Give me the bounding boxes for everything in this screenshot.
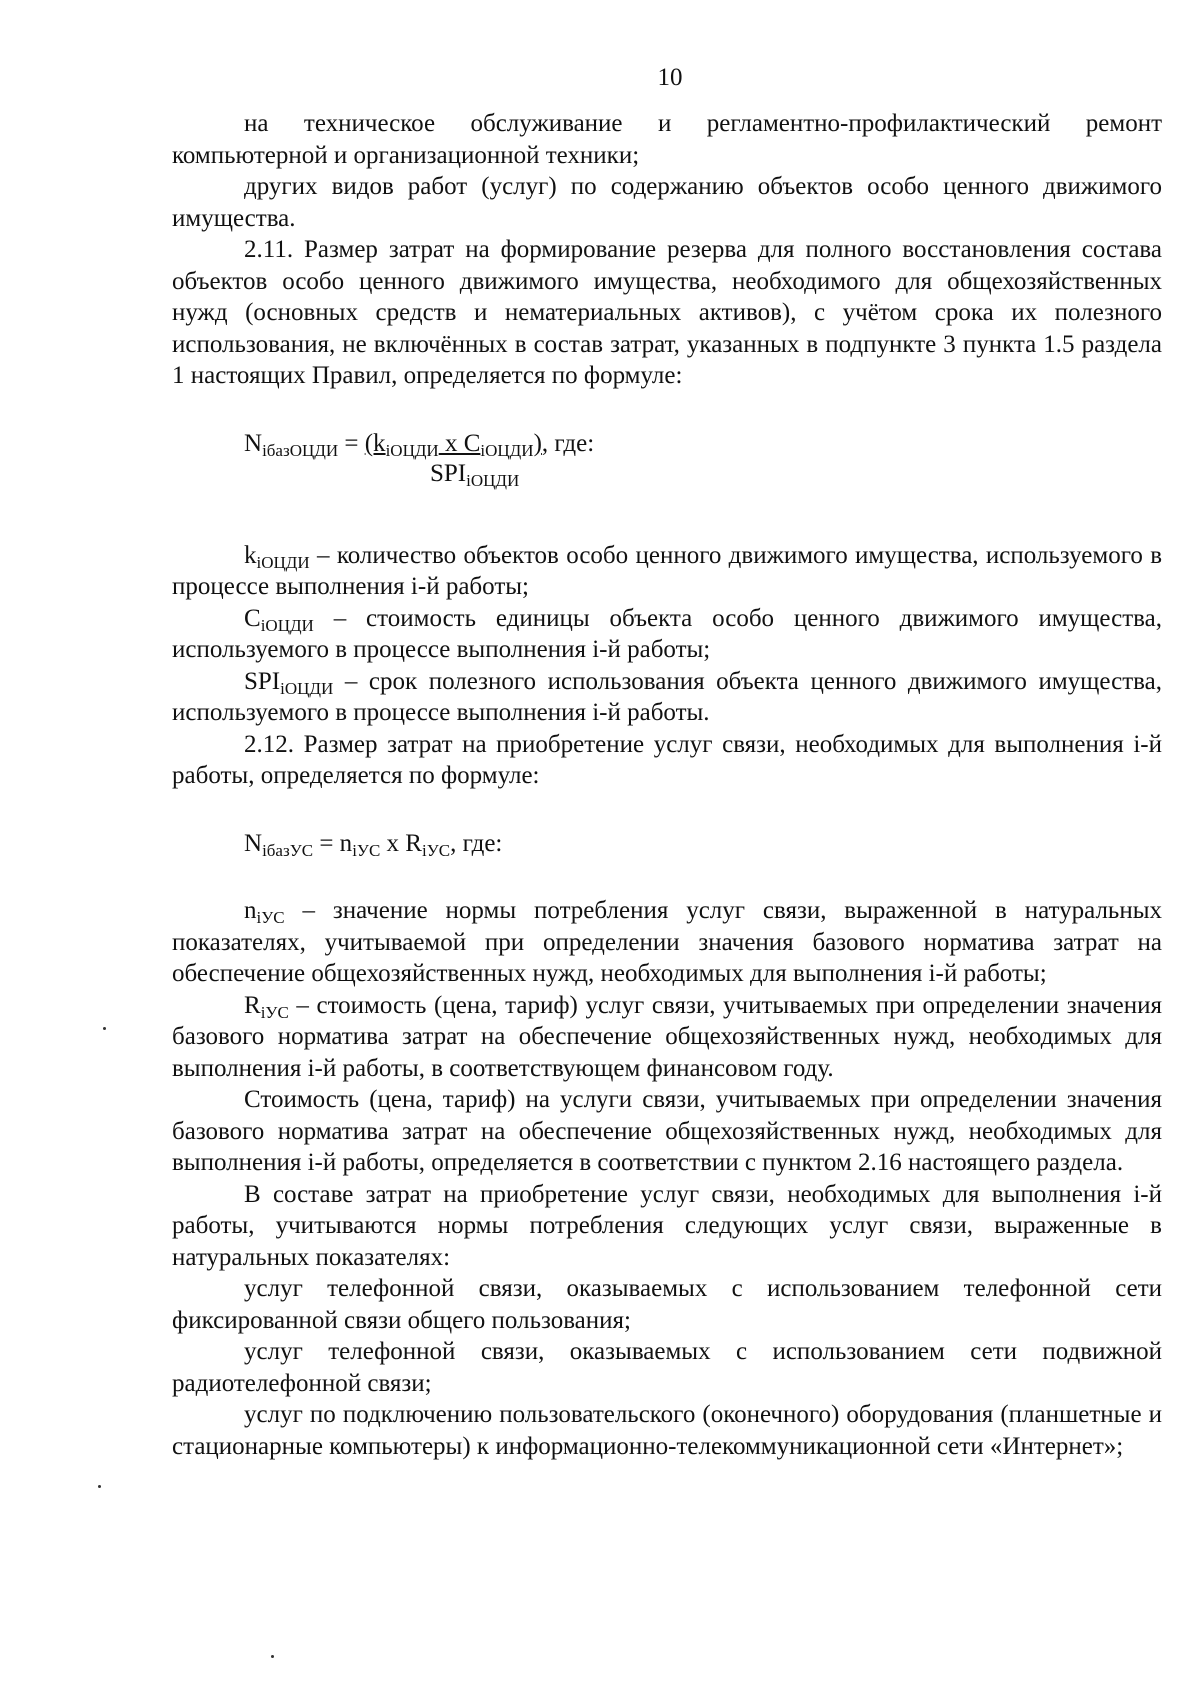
formula-subscript: iОЦДИ: [385, 440, 439, 460]
definition-text: – значение нормы потребления услуг связи, выраженной в натуральных показателях, учитываемой при определении значения базового норматива затрат на обеспечение общехозяйственных нужд, необходимых для выполнения i-й работы;: [172, 897, 1162, 987]
paragraph-composition: В составе затрат на приобретение услуг связи, необходимых для выполнения i-й работы, учитываются нормы потребления следующих услуг связи, выраженные в натуральных показателях:: [172, 1180, 1162, 1271]
formula-subscript: iбазОЦДИ: [262, 440, 339, 460]
formula-symbol: ): [533, 429, 542, 457]
definition-spi: [172, 666, 1162, 729]
paragraph-other-works: других видов работ (услуг) по содержанию объектов особо ценного движимого имущества.: [172, 173, 1162, 232]
formula-symbol: x C: [438, 429, 481, 457]
formula-subscript: iОЦДИ: [480, 440, 534, 460]
definition-text: – стоимость (цена, тариф) услуг связи, учитываемых при определении значения базового норматива затрат на обеспечение общехозяйственных нужд, необходимых для выполнения i-й работы, в соответствующем финансовом году.: [172, 991, 1162, 1082]
formula-equals: =: [338, 429, 365, 457]
term-symbol: C: [244, 604, 261, 632]
term-symbol: R: [244, 991, 261, 1019]
formula-symbol: (k: [364, 429, 386, 457]
definition-n: [172, 895, 1162, 990]
term-symbol: n: [244, 897, 257, 924]
paragraph-mobile-phone: услуг телефонной связи, оказываемых с использованием сети подвижной радиотелефонной связи;: [172, 1338, 1162, 1397]
formula-reserve: [172, 428, 1162, 498]
formula-communication: [172, 828, 1162, 860]
term-subscript: iОЦДИ: [280, 678, 334, 698]
formula-numerator: [364, 429, 542, 460]
scan-speck: [98, 1485, 101, 1488]
document-body: [172, 108, 1162, 1462]
formula-subscript: iУС: [421, 840, 451, 860]
term-symbol: k: [244, 541, 257, 569]
paragraph-fixed-phone: услуг телефонной связи, оказываемых с использованием телефонной сети фиксированной связи общего пользования;: [172, 1275, 1162, 1334]
formula-symbol: SPI: [430, 459, 467, 487]
term-subscript: iОЦДИ: [260, 615, 314, 635]
formula-subscript: iбазУС: [262, 840, 314, 860]
paragraph-2-12: 2.12. Размер затрат на приобретение услуг связи, необходимых для выполнения i-й работы, определяется по формуле:: [172, 730, 1162, 789]
term-symbol: SPI: [244, 667, 281, 695]
paragraph-cost: Стоимость (цена, тариф) на услуги связи, учитываемых при определении значения базового норматива затрат на обеспечение общехозяйственных нужд, необходимых для выполнения i-й работы, определяется в соответствии с пунктом 2.16 настоящего раздела.: [172, 1086, 1162, 1176]
formula-reserve-numerator-line: [244, 428, 594, 460]
paragraph-maintenance: на техническое обслуживание и регламентно-профилактический ремонт компьютерной и организационной техники;: [172, 110, 1162, 169]
formula-symbol: N: [244, 429, 263, 457]
formula-subscript: iОЦДИ: [466, 470, 520, 490]
definition-text: – срок полезного использования объекта ценного движимого имущества, используемого в процессе выполнения i-й работы.: [172, 667, 1162, 726]
formula-tail: , где:: [541, 429, 595, 457]
scan-speck: [103, 1027, 106, 1030]
term-subscript: iОЦДИ: [256, 552, 310, 572]
formula-subscript: iУС: [352, 840, 381, 860]
formula-symbol: = n: [313, 829, 353, 857]
term-subscript: iУС: [256, 908, 285, 927]
definition-k: [172, 540, 1162, 603]
paragraph-internet: услуг по подключению пользовательского (оконечного) оборудования (планшетные и стационарные компьютеры) к информационно-телекоммуникационной сети «Интернет»;: [172, 1401, 1162, 1460]
definition-text: – количество объектов особо ценного движимого имущества, используемого в процессе выполнения i-й работы;: [172, 541, 1162, 600]
formula-symbol: N: [244, 829, 263, 857]
term-subscript: iУС: [260, 1002, 289, 1022]
scan-speck: [271, 1655, 274, 1658]
formula-tail: , где:: [450, 829, 503, 857]
page-number: 10: [657, 64, 683, 91]
definition-r: [172, 990, 1162, 1085]
formula-symbol: x R: [380, 829, 422, 857]
formula-reserve-denominator: [430, 458, 519, 490]
definition-text: – стоимость единицы объекта особо ценного движимого имущества, используемого в процессе выполнения i-й работы;: [172, 604, 1162, 663]
definition-c: [172, 603, 1162, 666]
paragraph-2-11: 2.11. Размер затрат на формирование резерва для полного восстановления состава объектов особо ценного движимого имущества, необходимого для общехозяйственных нужд (основных средств и нематериальных активов), с учётом срока их полезного использования, не включённых в состав затрат, указанных в подпункте 3 пункта 1.5 раздела 1 настоящих Правил, определяется по формуле:: [172, 236, 1162, 389]
